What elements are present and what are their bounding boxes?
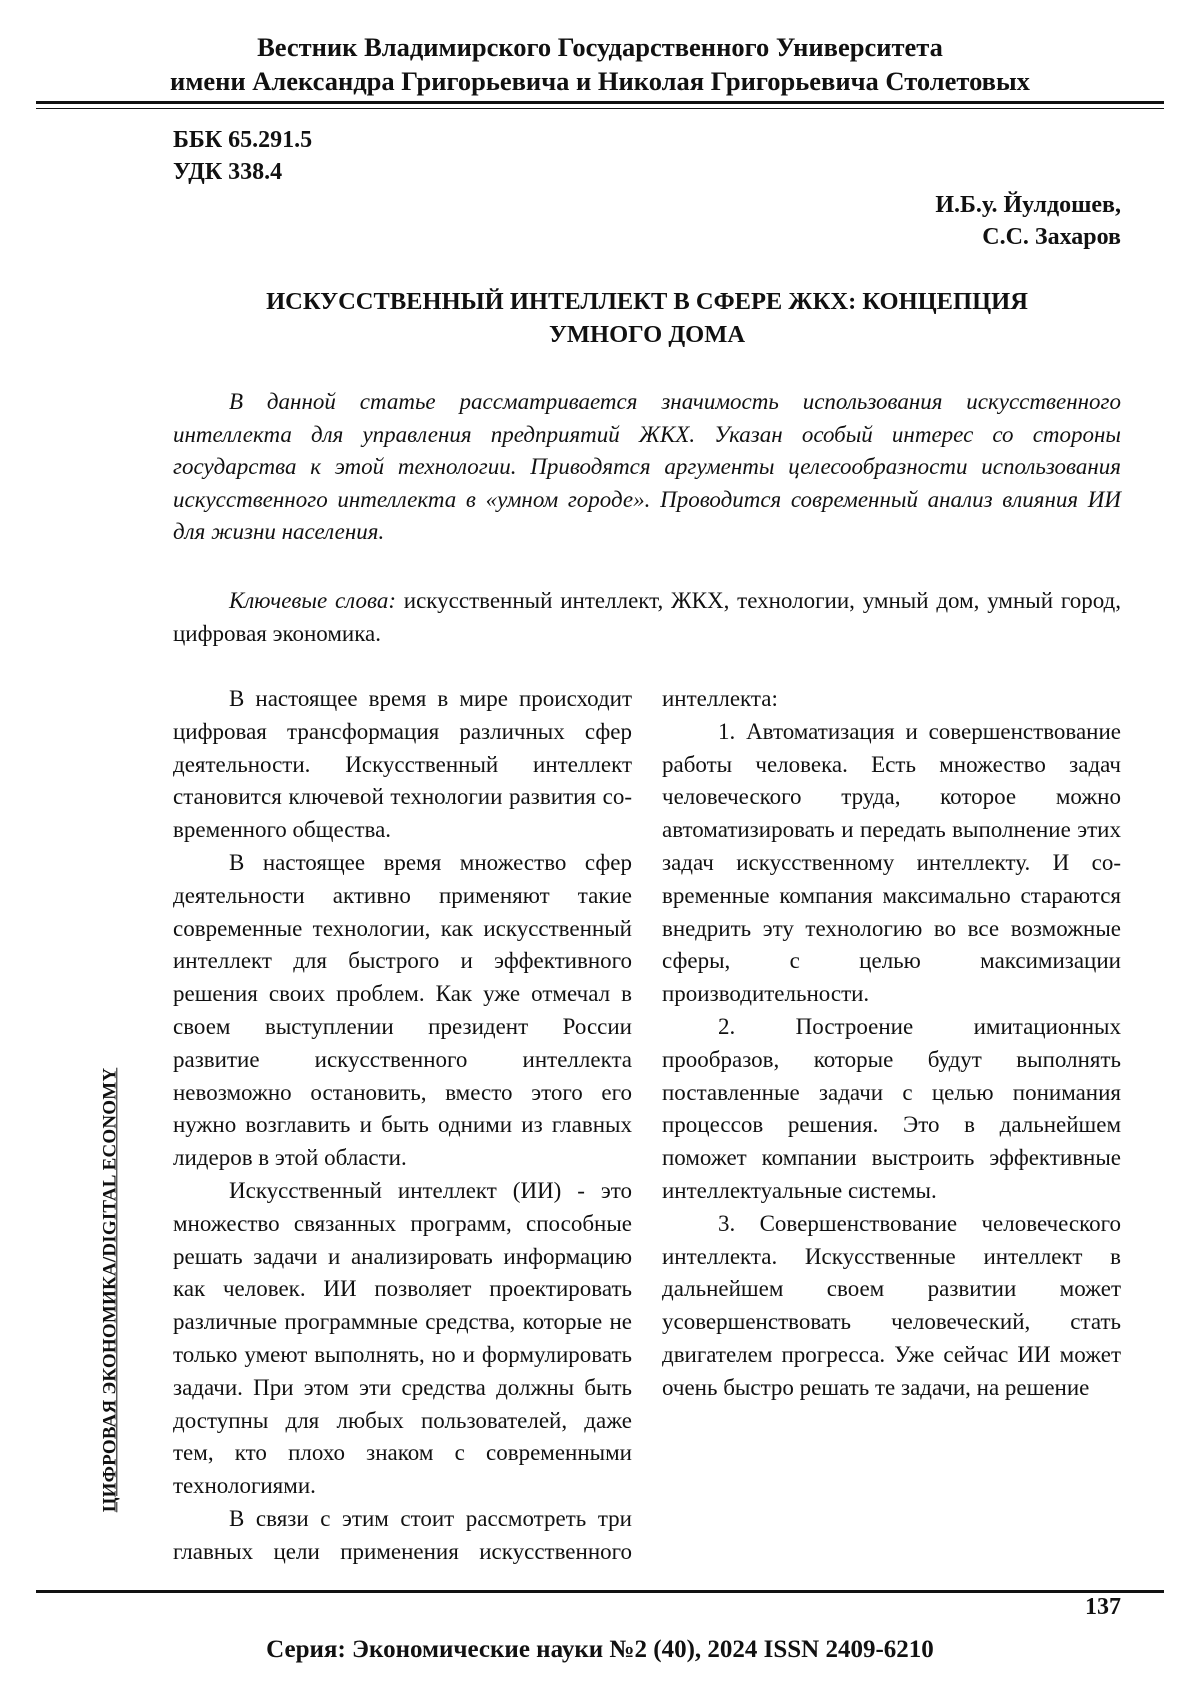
udk-code: УДК 338.4 [173,159,283,185]
body-paragraph-1: В настоящее время в мире происходит цифровая трансформация различных сфер деятельности. Искусственный интеллект становится ключевой технологии развития современного общества. [173,686,632,843]
article-title-line-2: УМНОГО ДОМА [548,321,746,348]
article-title [173,285,1121,351]
keywords [173,585,1121,650]
header-rule-thin [36,108,1164,109]
page-number: 137 [1085,1594,1121,1620]
article-body [173,683,1121,1585]
series-footer: Серия: Экономические науки №2 (40), 2024 ISSN 2409-6210 [266,1636,934,1663]
journal-title-line-2: имени Александра Григорьевича и Николая Григорьевича Столетовых [170,66,1030,96]
keywords-text: искусственный интеллект, ЖКХ, технологии, умный дом, умный город, цифровая экономика. [173,588,1121,646]
authors [935,189,1121,253]
header-rule-thick [36,101,1164,104]
journal-header [36,30,1164,98]
journal-title-line-1: Вестник Владимирского Государственного Университета [257,32,943,62]
body-paragraph-5: 1. Автоматизация и совершенствование работы человека. Есть множество задач человеческого труда, которое можно автоматизировать и передать выполнение этих задач искусственному интеллекту. И современные компания максимально стараются внедрить эту технологию во все возможные сферы, с целью максимизации производительности. [662,718,1121,1007]
body-paragraph-4: В связи с этим стоит рассмотреть три главных цели применения искусственного интеллекта: [173,686,778,1564]
keywords-label: Ключевые слова: [229,588,396,613]
author-2: С.С. Захаров [982,224,1121,250]
body-paragraph-2: В настоящее время множество сфер деятельности активно применяют такие современные технологии, как искусственный интеллект для быстрого и эффективного решения своих проблем. Как уже отмечал в своем выступлении президент России развитие искусственного интеллекта невозможно остановить, вместо этого его нужно возглавить и быть одними из главных лидеров в этой области. [173,849,632,1171]
bbk-code: ББК 65.291.5 [173,127,313,153]
footer-rule [36,1590,1164,1593]
section-side-label-text: ЦИФРОВАЯ ЭКОНОМИКА/DIGITAL ECONOMY [99,1067,121,1513]
section-side-label [95,1020,125,1560]
author-1: И.Б.у. Йулдошев, [935,192,1121,218]
classification-codes [173,124,312,188]
article-title-line-1: ИСКУССТВЕННЫЙ ИНТЕЛЛЕКТ В СФЕРЕ ЖКХ: КОНЦЕПЦИЯ [266,288,1028,315]
body-paragraph-7: 3. Совершенствование человеческого интеллекта. Искусственные интеллект в дальнейшем своем развитии может усовершенствовать человеческий, стать двигателем прогресса. Уже сейчас ИИ может очень быстро решать те задачи, на решение [662,1210,1121,1400]
body-paragraph-6: 2. Построение имитационных прообразов, которые будут выполнять поставленные задачи с целью понимания процессов решения. Это в дальнейшем поможет компании выстроить эффективные интеллектуальные системы. [662,1013,1121,1203]
body-paragraph-3: Искусственный интеллект (ИИ) - это множество связанных программ, способные решать задачи и анализировать информацию как человек. ИИ позволяет проектировать различные программные средства, которые не только умеют выполнять, но и формулировать задачи. При этом эти средства должны быть доступны для любых пользователей, даже тем, кто плохо знаком с современными технологиями. [173,1177,632,1499]
abstract: В данной статье рассматривается значимость использования искусственного интеллекта для управления предприятий ЖКХ. Указан особый интерес со стороны государства к этой технологии. Приводятся аргументы целесообразности использования искусственного интеллекта в «умном городе». Проводится современный анализ влияния ИИ для жизни населения. [173,389,1121,544]
